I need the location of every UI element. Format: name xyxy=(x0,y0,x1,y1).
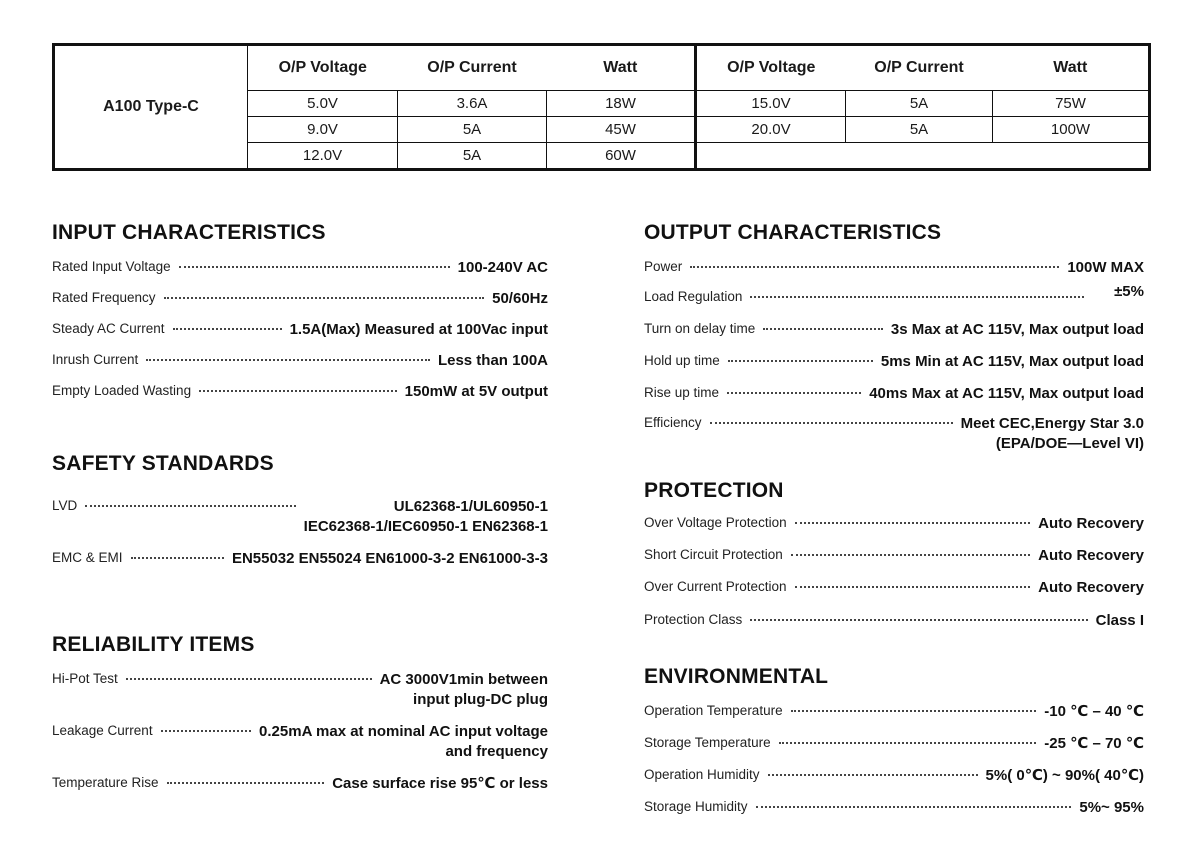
spec-value: 5%( 0℃) ~ 90%( 40℃) xyxy=(985,767,1144,784)
spec-label: Operation Humidity xyxy=(644,767,760,782)
table-cell: 100W xyxy=(993,117,1150,143)
spec-row xyxy=(52,497,548,549)
section-title-output: OUTPUT CHARACTERISTICS xyxy=(644,221,942,244)
spec-row xyxy=(644,702,1144,734)
spec-row xyxy=(644,546,1144,578)
table-header: O/P Voltage xyxy=(696,45,846,91)
spec-value: 1.5A(Max) Measured at 100Vac input xyxy=(289,321,548,338)
spec-value xyxy=(304,497,548,537)
leader-dots xyxy=(779,734,1037,744)
spec-label: Inrush Current xyxy=(52,352,139,367)
section-title-reliability: RELIABILITY ITEMS xyxy=(52,633,255,656)
spec-value: 3s Max at AC 115V, Max output load xyxy=(890,321,1144,338)
leader-dots xyxy=(146,351,430,361)
leader-dots xyxy=(768,766,978,776)
table-cell: 5A xyxy=(846,91,993,117)
spec-row xyxy=(644,320,1144,352)
leader-dots xyxy=(727,384,861,394)
spec-label: Storage Temperature xyxy=(644,735,771,750)
table-cell: 45W xyxy=(547,117,696,143)
leader-dots xyxy=(199,382,397,392)
spec-value: EN55032 EN55024 EN61000-3-2 EN61000-3-3 xyxy=(231,550,548,567)
spec-label: Steady AC Current xyxy=(52,321,165,336)
leader-dots xyxy=(126,670,372,680)
spec-label: Storage Humidity xyxy=(644,799,748,814)
spec-value: Auto Recovery xyxy=(1038,579,1144,596)
leader-dots xyxy=(167,774,325,784)
leader-dots xyxy=(161,722,251,732)
table-cell: 20.0V xyxy=(696,117,846,143)
table-header-row xyxy=(54,45,1150,91)
table-cell: 5.0V xyxy=(248,91,398,117)
leader-dots xyxy=(173,320,282,330)
table-cell: 18W xyxy=(547,91,696,117)
spec-value: Case surface rise 95℃ or less xyxy=(332,775,548,792)
spec-row xyxy=(644,282,1144,320)
spec-label: Over Voltage Protection xyxy=(644,515,787,530)
spec-row xyxy=(52,258,548,289)
spec-row xyxy=(52,774,548,805)
table-header: O/P Voltage xyxy=(248,45,398,91)
spec-row xyxy=(644,414,1144,466)
spec-label: Protection Class xyxy=(644,612,743,627)
leader-dots xyxy=(131,549,224,559)
model-name: A100 Type-C xyxy=(54,45,248,170)
spec-label: Short Circuit Protection xyxy=(644,547,783,562)
leader-dots xyxy=(795,514,1031,524)
spec-row xyxy=(644,578,1144,611)
spec-label: Leakage Current xyxy=(52,723,153,738)
leader-dots xyxy=(750,288,1084,298)
spec-value: Auto Recovery xyxy=(1038,547,1144,564)
spec-row xyxy=(644,352,1144,384)
spec-row xyxy=(52,670,548,722)
spec-label: Operation Temperature xyxy=(644,703,783,718)
spec-label: Over Current Protection xyxy=(644,579,787,594)
table-cell: 60W xyxy=(547,143,696,170)
table-cell: 12.0V xyxy=(248,143,398,170)
spec-value xyxy=(961,414,1144,454)
table-header: Watt xyxy=(993,45,1150,91)
spec-row xyxy=(644,384,1144,414)
table-cell: 5A xyxy=(846,117,993,143)
spec-row xyxy=(52,382,548,413)
spec-row xyxy=(644,766,1144,798)
spec-label: EMC & EMI xyxy=(52,550,123,565)
spec-value: -10 ℃ – 40 ℃ xyxy=(1044,703,1144,720)
spec-value: 100W MAX xyxy=(1067,259,1144,276)
table-cell: 15.0V xyxy=(696,91,846,117)
spec-value: Auto Recovery xyxy=(1038,515,1144,532)
spec-value xyxy=(259,722,548,762)
spec-row xyxy=(644,514,1144,546)
spec-label: Rise up time xyxy=(644,385,720,400)
table-header: O/P Current xyxy=(846,45,993,91)
left-column xyxy=(52,220,548,805)
table-header: O/P Current xyxy=(398,45,547,91)
leader-dots xyxy=(756,798,1072,808)
spec-value: 100-240V AC xyxy=(457,259,548,276)
spec-row xyxy=(52,320,548,351)
spec-row xyxy=(52,722,548,774)
leader-dots xyxy=(750,611,1087,621)
table-cell: 75W xyxy=(993,91,1150,117)
spec-value-line: input plug-DC plug xyxy=(413,691,548,708)
spec-value: 5ms Min at AC 115V, Max output load xyxy=(880,353,1144,370)
spec-table xyxy=(52,43,1151,171)
spec-label: Rated Frequency xyxy=(52,290,156,305)
spec-value: Class I xyxy=(1095,612,1144,629)
spec-label: Hi-Pot Test xyxy=(52,671,118,686)
spec-value: 50/60Hz xyxy=(492,290,548,307)
spec-value: 5%~ 95% xyxy=(1079,799,1144,816)
spec-row xyxy=(52,289,548,320)
spec-value: Less than 100A xyxy=(437,352,548,369)
spec-value-line: IEC62368-1/IEC60950-1 EN62368-1 xyxy=(303,518,548,535)
spec-label: Power xyxy=(644,259,683,274)
spec-value: -25 ℃ – 70 ℃ xyxy=(1044,735,1144,752)
leader-dots xyxy=(791,702,1037,712)
spec-label: Efficiency xyxy=(644,415,702,430)
spec-value xyxy=(380,670,548,710)
spec-label: Empty Loaded Wasting xyxy=(52,383,192,398)
spec-label: Load Regulation xyxy=(644,289,743,304)
leader-dots xyxy=(728,352,873,362)
leader-dots xyxy=(85,497,295,507)
spec-value-line: UL62368-1/UL60950-1 xyxy=(393,498,548,515)
table-cell: 5A xyxy=(398,117,547,143)
spec-row xyxy=(52,351,548,382)
table-cell: 9.0V xyxy=(248,117,398,143)
spec-value-line: AC 3000V1min between xyxy=(379,671,548,688)
spec-label: LVD xyxy=(52,498,78,513)
table-header: Watt xyxy=(547,45,696,91)
leader-dots xyxy=(763,320,883,330)
right-column xyxy=(644,220,1144,828)
spec-label: Temperature Rise xyxy=(52,775,159,790)
spec-row xyxy=(644,611,1144,642)
section-title-safety: SAFETY STANDARDS xyxy=(52,452,274,475)
leader-dots xyxy=(690,258,1059,268)
table-cell: 5A xyxy=(398,143,547,170)
section-title-protection: PROTECTION xyxy=(644,479,784,502)
table-cell-empty xyxy=(696,143,1150,170)
leader-dots xyxy=(710,414,953,424)
spec-row xyxy=(644,258,1144,282)
leader-dots xyxy=(791,546,1030,556)
spec-value: 150mW at 5V output xyxy=(404,383,548,400)
spec-label: Turn on delay time xyxy=(644,321,756,336)
spec-value-line: (EPA/DOE—Level VI) xyxy=(995,435,1144,452)
leader-dots xyxy=(179,258,450,268)
spec-value-line: and frequency xyxy=(445,743,548,760)
spec-row xyxy=(644,734,1144,766)
spec-label: Rated Input Voltage xyxy=(52,259,171,274)
table-cell: 3.6A xyxy=(398,91,547,117)
spec-value-line: 0.25mA max at nominal AC input voltage xyxy=(259,723,548,740)
leader-dots xyxy=(164,289,485,299)
spec-label: Hold up time xyxy=(644,353,720,368)
spec-value-line: Meet CEC,Energy Star 3.0 xyxy=(960,415,1144,432)
spec-value: 40ms Max at AC 115V, Max output load xyxy=(869,385,1144,402)
spec-row xyxy=(644,798,1144,828)
section-title-input: INPUT CHARACTERISTICS xyxy=(52,221,326,244)
spec-value: ±5% xyxy=(1114,283,1144,300)
leader-dots xyxy=(795,578,1031,588)
section-title-environmental: ENVIRONMENTAL xyxy=(644,665,829,688)
spec-row xyxy=(52,549,548,580)
